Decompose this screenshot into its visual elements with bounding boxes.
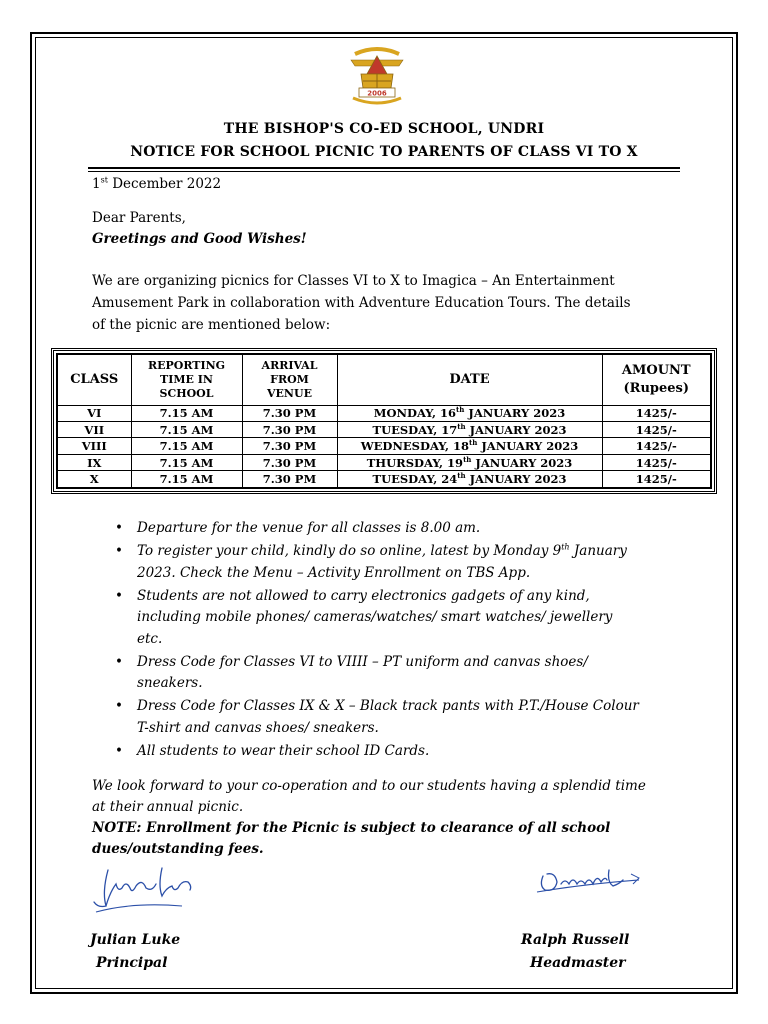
- enrollment-note: NOTE: Enrollment for the Picnic is subject to clearance of all school dues/outstanding fees.: [92, 820, 611, 857]
- list-item: • Dress Code for Classes IX & X – Black track pants with P.T./House Colour T-shirt and canvas shoes/ sneakers.: [115, 698, 639, 736]
- school-name: THE BISHOP'S CO-ED SCHOOL, UNDRI: [223, 121, 545, 137]
- cell-arrival: 7.30 PM: [242, 438, 337, 454]
- header-class: CLASS: [57, 354, 131, 405]
- cell-date: WEDNESDAY, 18th JANUARY 2023: [337, 438, 602, 454]
- title-divider: [88, 167, 680, 169]
- table-row: [57, 438, 711, 454]
- cell-reporting: 7.15 AM: [131, 471, 242, 488]
- headmaster-signature: [535, 862, 645, 902]
- header-amount: AMOUNT (Rupees): [602, 354, 711, 405]
- closing-paragraph: We look forward to your co-operation and to our students having a splendid time at their annual picnic.: [92, 778, 646, 815]
- bullet-icon: •: [115, 520, 123, 536]
- headmaster-title: Headmaster: [530, 955, 626, 971]
- notice-title: NOTICE FOR SCHOOL PICNIC TO PARENTS OF CLASS VI TO X: [130, 144, 638, 160]
- cell-amount: 1425/-: [602, 471, 711, 488]
- instructions-list: [115, 518, 675, 764]
- cell-date: THURSDAY, 19th JANUARY 2023: [337, 454, 602, 470]
- cell-reporting: 7.15 AM: [131, 405, 242, 421]
- table-row: [57, 421, 711, 437]
- header-reporting-time: REPORTING TIME IN SCHOOL: [131, 354, 242, 405]
- crest-year: 2006: [367, 89, 387, 98]
- table-row: [57, 471, 711, 488]
- cell-arrival: 7.30 PM: [242, 471, 337, 488]
- picnic-schedule-table: [56, 353, 712, 489]
- bullet-icon: •: [115, 742, 123, 759]
- cell-amount: 1425/-: [602, 438, 711, 454]
- list-item: • Students are not allowed to carry electronics gadgets of any kind, including mobile phones/ cameras/watches/ smart watches/ jewellery etc.: [115, 587, 613, 647]
- bullet-icon: •: [115, 653, 123, 670]
- cell-date: MONDAY, 16th JANUARY 2023: [337, 405, 602, 421]
- cell-reporting: 7.15 AM: [131, 454, 242, 470]
- list-item: • All students to wear their school ID Cards.: [115, 741, 675, 763]
- cell-arrival: 7.30 PM: [242, 405, 337, 421]
- principal-title: Principal: [96, 955, 168, 971]
- table-header-row: [57, 354, 711, 405]
- cell-class: IX: [57, 454, 131, 470]
- table-row: [57, 454, 711, 470]
- cell-class: VIII: [57, 438, 131, 454]
- cell-class: VII: [57, 421, 131, 437]
- list-item: • Dress Code for Classes VI to VIIII – PT uniform and canvas shoes/ sneakers.: [115, 653, 588, 691]
- cell-amount: 1425/-: [602, 421, 711, 437]
- cell-date: TUESDAY, 24th JANUARY 2023: [337, 471, 602, 488]
- principal-signature: [92, 862, 202, 918]
- list-item: • To register your child, kindly do so online, latest by Monday 9th January 2023. Check the Menu – Activity Enrollment on TBS App.: [115, 542, 627, 581]
- cell-arrival: 7.30 PM: [242, 454, 337, 470]
- salutation: Dear Parents,: [92, 210, 186, 226]
- cell-reporting: 7.15 AM: [131, 438, 242, 454]
- cell-amount: 1425/-: [602, 454, 711, 470]
- headmaster-name: Ralph Russell: [521, 932, 630, 948]
- list-item: • Departure for the venue for all classes is 8.00 am.: [115, 518, 675, 540]
- title-divider-thin: [88, 171, 680, 172]
- bullet-icon: •: [115, 587, 123, 604]
- cell-reporting: 7.15 AM: [131, 421, 242, 437]
- table-row: [57, 405, 711, 421]
- cell-arrival: 7.30 PM: [242, 421, 337, 437]
- header-arrival: ARRIVAL FROM VENUE: [242, 354, 337, 405]
- picnic-schedule-table-frame: [51, 348, 717, 494]
- cell-class: VI: [57, 405, 131, 421]
- header-date: DATE: [337, 354, 602, 405]
- school-crest-logo: [345, 44, 409, 106]
- bullet-icon: •: [115, 543, 123, 559]
- principal-name: Julian Luke: [90, 932, 181, 948]
- bullet-icon: •: [115, 698, 123, 714]
- greeting: Greetings and Good Wishes!: [92, 231, 307, 247]
- cell-date: TUESDAY, 17th JANUARY 2023: [337, 421, 602, 437]
- cell-class: X: [57, 471, 131, 488]
- intro-paragraph: We are organizing picnics for Classes VI to X to Imagica – An Entertainment Amusement Park in collaboration with Adventure Education Tours. The details of the picnic are mentioned below:: [92, 273, 631, 333]
- cell-amount: 1425/-: [602, 405, 711, 421]
- letter-date: 1st December 2022: [92, 175, 222, 192]
